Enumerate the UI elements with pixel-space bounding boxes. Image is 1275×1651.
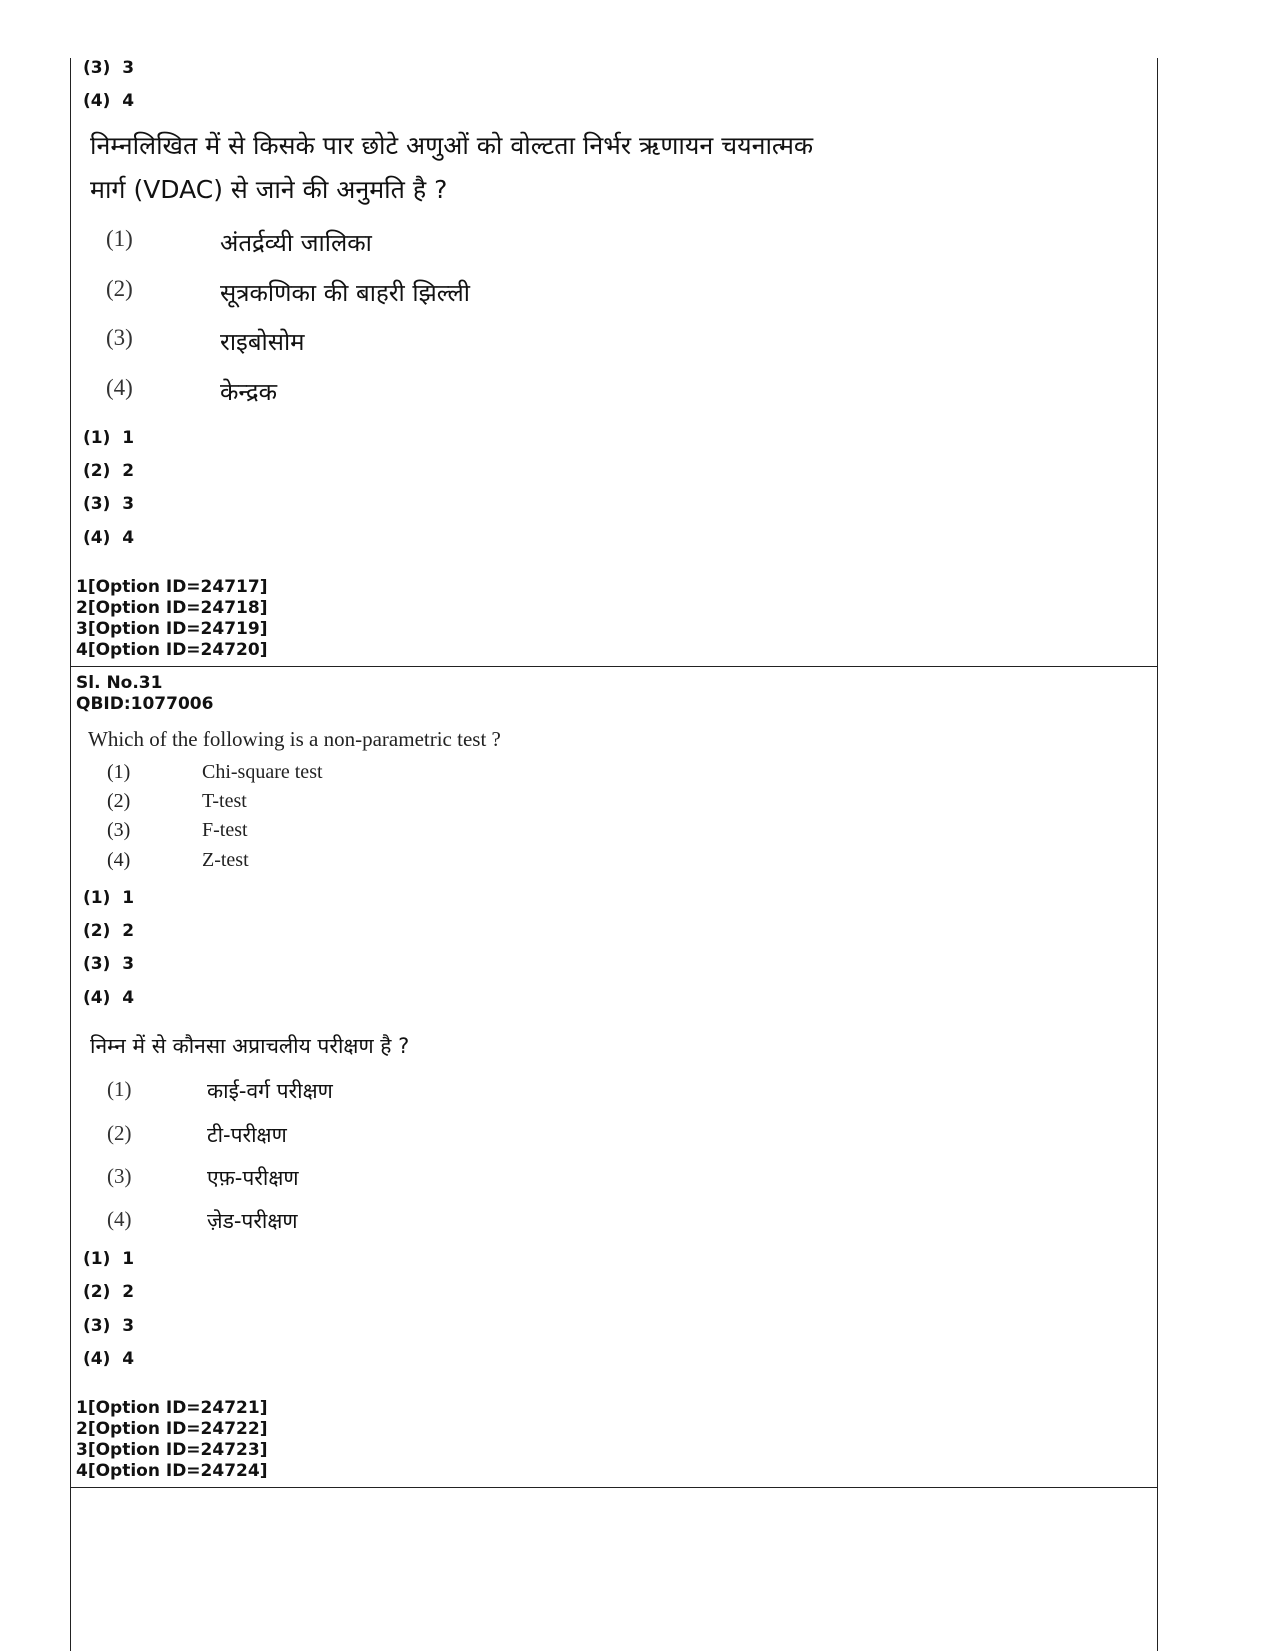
option-id: 4[Option ID=24724]: [76, 1461, 268, 1481]
option-text: F-test: [202, 819, 248, 841]
answer-choice: (4) 4: [83, 91, 135, 111]
option-id: 3[Option ID=24719]: [76, 619, 268, 639]
option-id: 2[Option ID=24722]: [76, 1419, 268, 1439]
answer-choice: (3) 3: [83, 954, 135, 974]
question-text-hindi: निम्नलिखित में से किसके पार छोटे अणुओं को वोल्टता निर्भर ऋणायन चयनात्मक: [90, 131, 814, 160]
option-number: (1): [106, 226, 133, 251]
option-id-list: [76, 1398, 267, 1482]
option-text: केन्द्रक: [220, 378, 278, 406]
option-number: (4): [107, 849, 131, 871]
serial-number: Sl. No.31: [76, 673, 163, 693]
option-text: राइबोसोम: [220, 328, 305, 356]
option-id: 1[Option ID=24721]: [76, 1398, 268, 1418]
option-text: Chi-square test: [202, 761, 323, 783]
option-id: 4[Option ID=24720]: [76, 640, 268, 660]
option-number: (4): [107, 1207, 132, 1231]
option-number: (1): [107, 761, 131, 783]
answer-choice: (4) 4: [83, 528, 135, 548]
option-text: टी-परीक्षण: [207, 1123, 287, 1147]
option-number: (3): [107, 819, 131, 841]
option-id: 2[Option ID=24718]: [76, 598, 268, 618]
option-text: काई-वर्ग परीक्षण: [207, 1079, 333, 1103]
option-text: T-test: [202, 790, 247, 812]
answer-choice: (2) 2: [83, 921, 135, 941]
answer-choice: (3) 3: [83, 494, 135, 514]
option-id-list: [76, 577, 267, 661]
question-text-hindi: निम्न में से कौनसा अप्राचलीय परीक्षण है ?: [90, 1034, 410, 1058]
option-number: (2): [107, 1121, 132, 1145]
option-text: अंतर्द्रव्यी जालिका: [220, 229, 372, 257]
row-divider: [70, 666, 1158, 667]
option-number: (3): [107, 1164, 132, 1188]
option-text: Z-test: [202, 849, 249, 871]
option-number: (3): [106, 325, 133, 350]
option-text: सूत्रकणिका की बाहरी झिल्ली: [220, 279, 471, 307]
answer-choice: (4) 4: [83, 1349, 135, 1369]
answer-choice: (1) 1: [83, 428, 135, 448]
answer-choice: (2) 2: [83, 461, 135, 481]
option-id: 1[Option ID=24717]: [76, 577, 268, 597]
option-number: (2): [107, 790, 131, 812]
option-id: 3[Option ID=24723]: [76, 1440, 268, 1460]
answer-choice: (4) 4: [83, 988, 135, 1008]
qbid: QBID:1077006: [76, 694, 214, 714]
answer-choice: (1) 1: [83, 1249, 135, 1269]
question-header: [76, 673, 213, 715]
answer-choice: (3) 3: [83, 58, 135, 78]
option-text: ज़ेड-परीक्षण: [207, 1209, 298, 1233]
question-text-english: Which of the following is a non-parametric test ?: [88, 727, 501, 751]
question-text-hindi: मार्ग (VDAC) से जाने की अनुमति है ?: [90, 175, 448, 204]
answer-choice: (3) 3: [83, 1316, 135, 1336]
answer-choice: (2) 2: [83, 1282, 135, 1302]
option-number: (2): [106, 276, 133, 301]
option-number: (1): [107, 1077, 132, 1101]
answer-choice: (1) 1: [83, 888, 135, 908]
row-divider: [70, 1487, 1158, 1488]
option-text: एफ़-परीक्षण: [207, 1166, 299, 1190]
option-number: (4): [106, 375, 133, 400]
